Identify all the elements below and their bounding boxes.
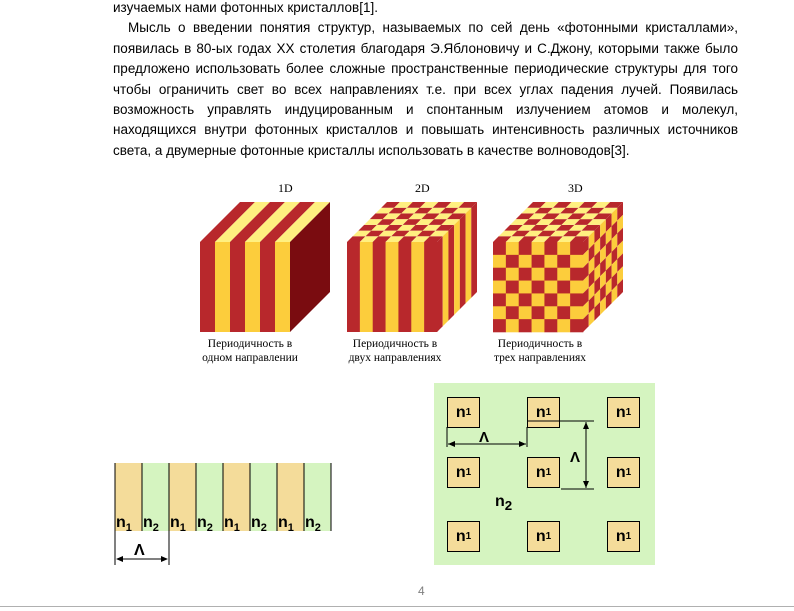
layer-label: $n_1$ [224,514,240,534]
front-cell [493,242,506,255]
body-text [113,0,738,161]
front-cell [506,242,519,255]
front-cell [557,293,570,306]
front-cell [506,281,519,294]
side-stripe [460,213,466,309]
side-stripe [466,208,472,304]
front-cell [532,242,545,255]
front-stripe [373,242,386,332]
cube-3d [493,202,623,332]
lattice-cell: n 1 [447,521,480,552]
lattice-2d-diagram [434,383,655,565]
front-cell [493,306,506,319]
front-cell [532,319,545,332]
lambda-2d-horizontal: Λ [479,429,490,446]
paragraph-text: Мысль о введении понятия структур, называемых по сей день «фотонными кристаллами», появилась в 80-ых годах XX столетия благодаря Э.Яблоновичу и С.Джону, которыми также было предложено использовать более сложные пространственные периодические структуры для того чтобы ограничить свет во всех направлениях т.е. при всех углах падения лучей. Появилась возможность управлять индуцированным и спонтанным излучением атомов и молекул, находящихся внутри фотонных кристаллов и повышать интенсивность различных источников света, а двумерные фотонные кристаллы использовать в качестве волноводов[3]. [113,20,738,158]
layer-label: $n_2$ [251,514,267,534]
front-cell [557,268,570,281]
front-cell [532,268,545,281]
lattice-dimension-lines [434,383,655,565]
side-stripe [448,225,454,321]
front-cell [506,319,519,332]
front-stripe [230,242,245,332]
front-cell [519,255,532,268]
front-cell [544,293,557,306]
layer-label: $n_2$ [305,514,321,534]
front-cell [519,293,532,306]
caption-2d: Периодичность в двух направлениях [348,338,442,364]
label-1d: 1D [278,182,293,195]
front-cell [532,281,545,294]
front-cell [506,293,519,306]
front-stripe [347,242,360,332]
front-stripe [260,242,275,332]
lattice-cell: n 1 [607,397,640,428]
front-cell [493,281,506,294]
front-cell [519,281,532,294]
layer-label: $n_1$ [116,514,132,534]
front-stripe [386,242,399,332]
lattice-cell: n 1 [527,397,560,428]
label-3d: 3D [568,182,583,195]
layer-label: $n_2$ [143,514,159,534]
layered-1d-diagram [100,455,340,567]
front-cell [532,306,545,319]
front-cell [570,255,583,268]
label-2d: 2D [415,182,430,195]
front-stripe [360,242,373,332]
side-stripe [454,219,460,315]
layer-label: $n_1$ [278,514,294,534]
front-stripe [398,242,411,332]
lambda-2d-vertical: Λ [570,449,581,466]
n2-label: $n_2$ [495,493,513,514]
page-number: 4 [418,584,425,598]
cut-line: изучаемых нами фотонных кристаллов[1]. [113,0,378,15]
lattice-cell: n 1 [447,457,480,488]
lambda-1d: Λ [134,542,145,559]
front-cell [570,293,583,306]
front-cell [557,281,570,294]
front-cell [506,306,519,319]
front-cell [544,255,557,268]
lattice-cell: n 1 [607,457,640,488]
front-stripe [200,242,215,332]
front-cell [544,242,557,255]
layer-label: $n_1$ [170,514,186,534]
front-cell [544,268,557,281]
front-cell [557,242,570,255]
front-cell [493,319,506,332]
front-stripe [245,242,260,332]
caption-3d: Периодичность в трех направлениях [493,338,587,364]
front-stripe [411,242,424,332]
front-cell [519,268,532,281]
front-cell [519,319,532,332]
lattice-cell: n 1 [527,521,560,552]
front-cell [544,281,557,294]
front-cell [557,255,570,268]
front-stripe [275,242,290,332]
front-cell [519,306,532,319]
front-stripe [215,242,230,332]
lattice-cell: n 1 [527,457,560,488]
front-cell [570,268,583,281]
front-cell [532,293,545,306]
side-stripe [471,202,477,298]
main-paragraph [113,18,738,161]
cube-1d [200,202,330,332]
front-cell [570,242,583,255]
front-cell [532,255,545,268]
front-cell [519,242,532,255]
front-cell [493,268,506,281]
front-cell [570,281,583,294]
front-cell [544,319,557,332]
caption-1d: Периодичность в одном направлении [202,338,298,364]
side-stripe [437,236,443,332]
front-stripe [424,242,437,332]
cube-2d [347,202,477,332]
front-cell [493,255,506,268]
front-cell [557,319,570,332]
side-stripe [443,231,449,327]
front-cell [493,293,506,306]
front-cell [570,319,583,332]
front-cell [544,306,557,319]
front-cell [506,268,519,281]
front-cell [570,306,583,319]
lattice-cell: n 1 [447,397,480,428]
front-cell [506,255,519,268]
front-cell [557,306,570,319]
layer-label: $n_2$ [197,514,213,534]
footer-divider [0,606,794,607]
lattice-cell: n 1 [607,521,640,552]
